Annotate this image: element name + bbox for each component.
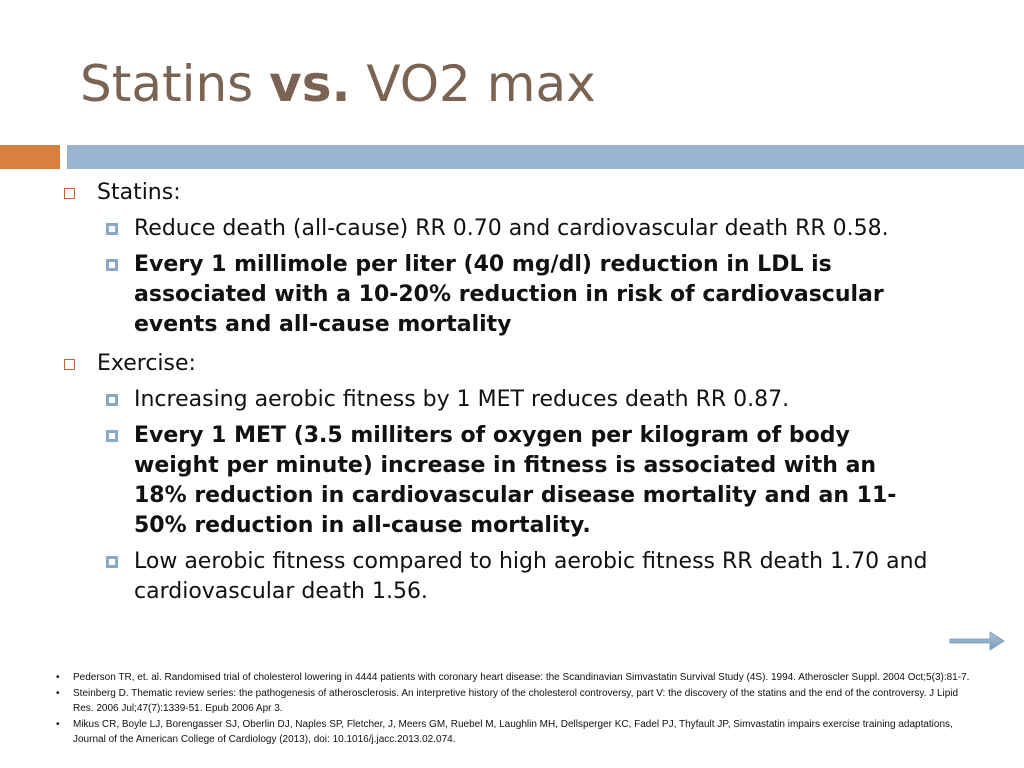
slide-title xyxy=(80,52,596,116)
square-bullet-icon xyxy=(106,556,118,568)
reference-text: Pederson TR, et. al. Randomised trial of cholesterol lowering in 4444 patients with coronary heart disease: the Scandinavian Simvastatin Survival Study (4S). 1994. Atheroscler Suppl. 2004 Oct;5(3):81-7. xyxy=(73,672,970,683)
square-bullet-icon xyxy=(106,430,118,442)
section-heading: Exercise: xyxy=(97,351,196,376)
bullet-text: Increasing aerobic fitness by 1 MET reduces death RR 0.87. xyxy=(134,387,790,412)
reference-item xyxy=(56,717,973,747)
slide-content xyxy=(0,178,1024,607)
reference-text: Mikus CR, Boyle LJ, Borengasser SJ, Oberlin DJ, Naples SP, Fletcher, J, Meers GM, Ruebel M, Laughlin MH, Dellsperger KC, Fadel PJ, Thyfault JP, Simvastatin impairs exercise training adaptations, Journal of the American College of Cardiology (2013), doi: 10.1016/j.jacc.2013.02.074. xyxy=(73,719,953,745)
bullet-text: Reduce death (all-cause) RR 0.70 and cardiovascular death RR 0.58. xyxy=(134,216,889,241)
section-statins xyxy=(97,178,1024,208)
bullet-text: Every 1 MET (3.5 milliters of oxygen per kilogram of body weight per minute) increase in fitness is associated with an 18% reduction in cardiovascular disease mortality and an 11-50% reduction in all-cause mortality. xyxy=(134,423,897,538)
reference-item xyxy=(56,670,973,685)
hollow-square-bullet-icon xyxy=(64,188,75,199)
title-vs: vs. xyxy=(269,55,351,113)
reference-text: Steinberg D. Thematic review series: the pathogenesis of atherosclerosis. An interpretive history of the cholesterol controversy, part V: the discovery of the statins and the end of the controversy. J Lipid Res. 2006 Jul;47(7):1339-51. Epub 2006 Apr 3. xyxy=(73,688,959,714)
bullet-text: Low aerobic fitness compared to high aerobic fitness RR death 1.70 and cardiovascular death 1.56. xyxy=(134,549,928,604)
references xyxy=(0,670,1024,748)
bullet-dot: • xyxy=(56,719,60,730)
bullet-exercise-low-fitness xyxy=(134,547,934,607)
bullet-dot: • xyxy=(56,688,60,699)
accent-bar-blue xyxy=(67,145,1024,169)
bullet-exercise-met xyxy=(134,385,934,415)
bullet-exercise-fitness xyxy=(134,421,934,541)
bullet-text: Every 1 millimole per liter (40 mg/dl) reduction in LDL is associated with a 10-20% reduction in risk of cardiovascular events and all-cause mortality xyxy=(134,252,884,337)
hollow-square-bullet-icon xyxy=(64,359,75,370)
arrow-right-icon[interactable] xyxy=(948,628,1006,654)
square-bullet-icon xyxy=(106,259,118,271)
title-part-2: VO2 max xyxy=(350,55,596,113)
accent-bar-orange xyxy=(0,145,60,169)
square-bullet-icon xyxy=(106,394,118,406)
section-exercise xyxy=(97,349,1024,379)
bullet-statins-ldl xyxy=(134,250,934,340)
bullet-dot: • xyxy=(56,672,60,683)
bullet-statins-death xyxy=(134,214,934,244)
square-bullet-icon xyxy=(106,223,118,235)
section-heading: Statins: xyxy=(97,180,181,205)
reference-item xyxy=(56,686,973,716)
title-part-1: Statins xyxy=(80,55,270,113)
